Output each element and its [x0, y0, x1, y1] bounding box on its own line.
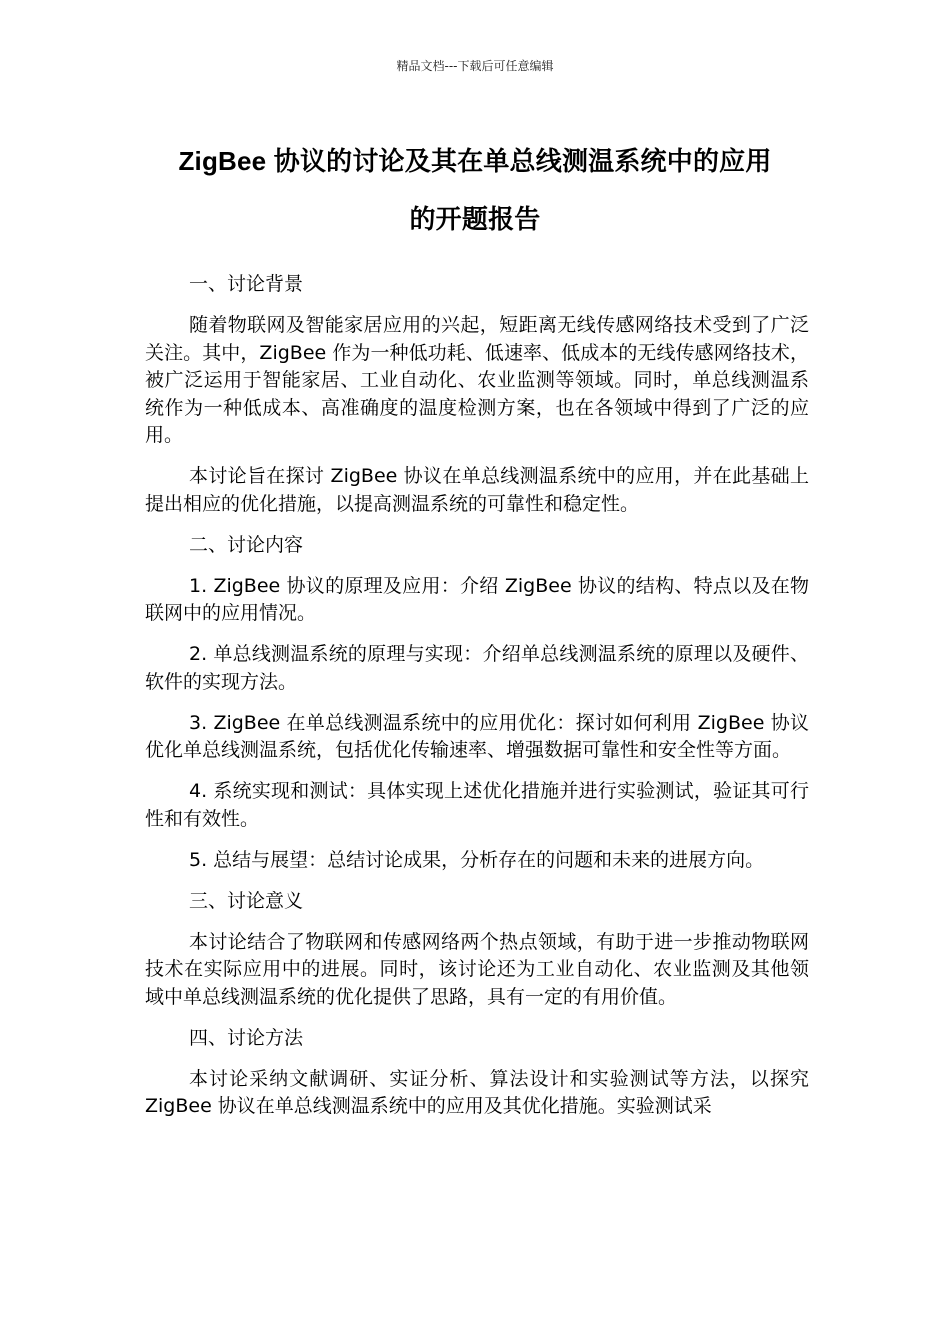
list-item-content-5: 5. 总结与展望：总结讨论成果，分析存在的问题和未来的进展方向。 — [189, 848, 765, 871]
section-heading-method: 四、讨论方法 — [189, 1026, 304, 1049]
section-heading-significance: 三、讨论意义 — [189, 889, 304, 912]
section-heading-background: 一、讨论背景 — [189, 273, 304, 295]
paragraph-background-1: 随着物联网及智能家居应用的兴起，短距离无线传感网络技术受到了广泛关注。其中，ZigBee 作为一种低功耗、低速率、低成本的无线传感网络技术，被广泛运用于智能家居、工业自动化、农业监测等领域。同时，单总线测温系统作为一种低成本、高准确度的温度检测方案，也在各领域中得到了广泛的应用。 — [145, 314, 809, 446]
document-title — [145, 132, 805, 248]
list-item-content-4: 4. 系统实现和测试：具体实现上述优化措施并进行实验测试，验证其可行性和有效性。 — [145, 780, 809, 830]
section-heading-content: 二、讨论内容 — [189, 533, 304, 556]
page-header-note: 精品文档---下载后可任意编辑 — [396, 59, 554, 73]
title-line-2: 的开题报告 — [409, 204, 541, 234]
paragraph-background-2: 本讨论旨在探讨 ZigBee 协议在单总线测温系统中的应用，并在此基础上提出相应的优化措施，以提高测温系统的可靠性和稳定性。 — [145, 465, 809, 515]
list-item-content-3: 3. ZigBee 在单总线测温系统中的应用优化：探讨如何利用 ZigBee 协议优化单总线测温系统，包括优化传输速率、增强数据可靠性和安全性等方面。 — [145, 711, 809, 761]
paragraph-significance-1: 本讨论结合了物联网和传感网络两个热点领域，有助于进一步推动物联网技术在实际应用中的进展。同时，该讨论还为工业自动化、农业监测及其他领域中单总线测温系统的优化提供了思路，具有一定的有用价值。 — [145, 930, 809, 1008]
title-line-1: ZigBee 协议的讨论及其在单总线测温系统中的应用 — [178, 146, 772, 176]
list-item-content-2: 2. 单总线测温系统的原理与实现：介绍单总线测温系统的原理以及硬件、软件的实现方法。 — [145, 643, 809, 693]
list-item-content-1: 1. ZigBee 协议的原理及应用：介绍 ZigBee 协议的结构、特点以及在物联网中的应用情况。 — [145, 574, 809, 624]
document-body — [145, 271, 809, 1134]
paragraph-method-1: 本讨论采纳文献调研、实证分析、算法设计和实验测试等方法，以探究 ZigBee 协议在单总线测温系统中的应用及其优化措施。实验测试采 — [145, 1067, 809, 1117]
